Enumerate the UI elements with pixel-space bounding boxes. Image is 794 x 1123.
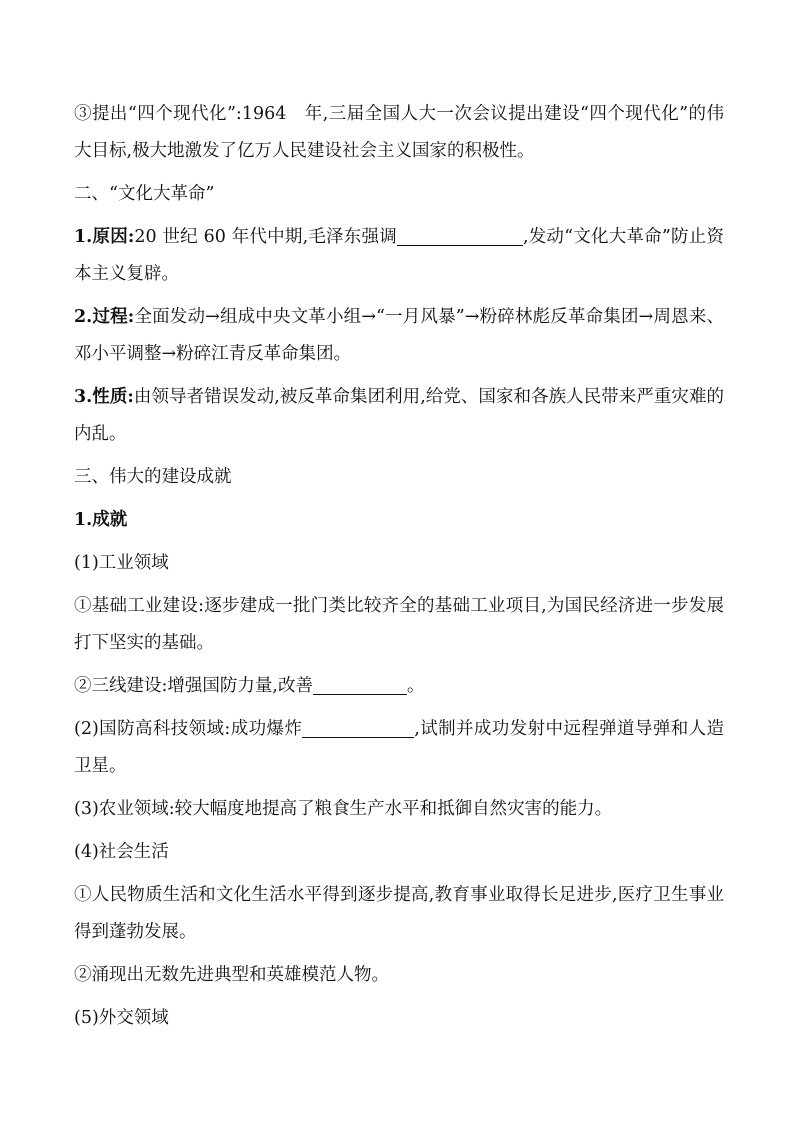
paragraph-cause (74, 219, 724, 293)
defense-text-after: ,试制并成功发射中远程弹道导弹和人造卫星。 (74, 719, 725, 776)
item-defense-tech (74, 711, 724, 785)
item-diplomacy: (5)外交领域 (74, 1008, 169, 1028)
section-heading-achievements: 三、伟大的建设成就 (74, 467, 232, 487)
item-living-standards: ①人民物质生活和文化生活水平得到逐步提高,教育事业取得长足进步,医疗卫生事业得到蓬勃发展。 (74, 885, 724, 942)
nature-text: 由领导者错误发动,被反革命集团利用,给党、国家和各族人民带来严重灾难的内乱。 (74, 387, 724, 444)
item-basic-industry: ①基础工业建设:逐步建成一批门类比较齐全的基础工业项目,为国民经济进一步发展打下坚实的基础。 (74, 596, 724, 653)
paragraph-four-modernizations: ③提出“四个现代化”:1964 年,三届全国人大一次会议提出建设“四个现代化”的伟大目标,极大地激发了亿万人民建设社会主义国家的积极性。 (74, 104, 724, 161)
subheading-achievements: 1.成就 (74, 510, 128, 530)
item-number-nature: 3.性质: (74, 387, 134, 407)
third-front-text-before: ②三线建设:增强国防力量,改善 (74, 676, 313, 696)
item-number-cause: 1.原因: (74, 227, 135, 247)
item-agriculture: (3)农业领域:较大幅度地提高了粮食生产水平和抵御自然灾害的能力。 (74, 799, 613, 819)
paragraph-process (74, 299, 724, 373)
item-industry: (1)工业领域 (74, 553, 169, 573)
process-text: 全面发动→组成中央文革小组→“一月风暴”→粉碎林彪反革命集团→周恩来、邓小平调整→粉碎江青反革命集团。 (74, 307, 724, 364)
document-body (74, 96, 724, 1037)
fill-blank-cause[interactable] (397, 223, 523, 246)
fill-blank-defense[interactable] (302, 715, 414, 738)
item-social-life: (4)社会生活 (74, 842, 169, 862)
paragraph-nature (74, 379, 724, 453)
fill-blank-third-front[interactable] (313, 672, 407, 695)
item-role-models: ②涌现出无数先进典型和英雄模范人物。 (74, 965, 389, 985)
cause-text-after: ,发动“文化大革命”防止资本主义复辟。 (74, 227, 724, 284)
item-number-process: 2.过程: (74, 307, 135, 327)
item-third-front (74, 668, 724, 705)
section-heading-cultural-revolution: 二、“文化大革命” (74, 184, 215, 204)
defense-text-before: (2)国防高科技领域:成功爆炸 (74, 719, 303, 739)
third-front-text-after: 。 (406, 676, 425, 696)
cause-text-before: 20 世纪 60 年代中期,毛泽东强调 (134, 227, 397, 247)
